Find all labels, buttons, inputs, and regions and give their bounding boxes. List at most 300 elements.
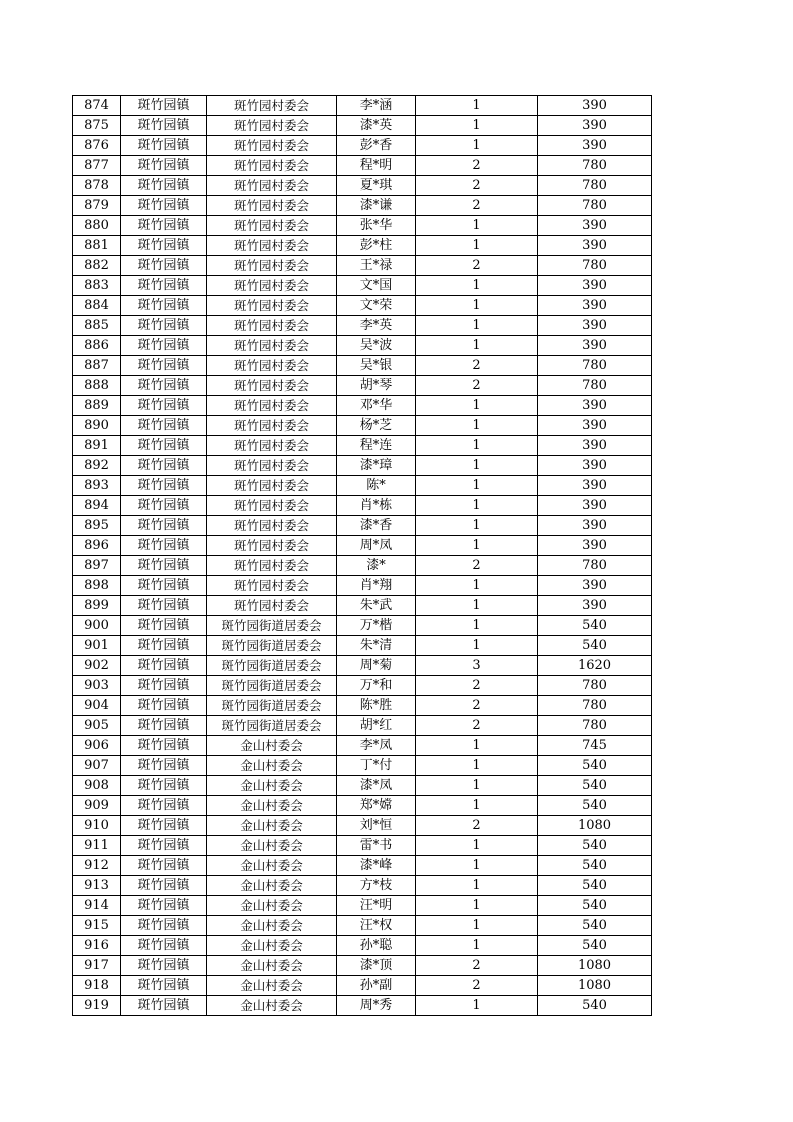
name-cell: 雷*书	[337, 836, 416, 856]
table-row	[73, 276, 652, 296]
amount-cell: 390	[538, 496, 652, 516]
row-number-cell: 912	[73, 856, 121, 876]
committee-cell: 金山村委会	[207, 936, 337, 956]
amount-cell: 390	[538, 416, 652, 436]
row-number-cell: 893	[73, 476, 121, 496]
amount-cell: 390	[538, 436, 652, 456]
committee-cell: 斑竹园街道居委会	[207, 716, 337, 736]
name-cell: 周*秀	[337, 996, 416, 1016]
amount-cell: 780	[538, 716, 652, 736]
committee-cell: 金山村委会	[207, 776, 337, 796]
table-row	[73, 196, 652, 216]
committee-cell: 金山村委会	[207, 956, 337, 976]
table-row	[73, 136, 652, 156]
amount-cell: 390	[538, 396, 652, 416]
household-count-cell: 1	[416, 436, 538, 456]
row-number-cell: 913	[73, 876, 121, 896]
committee-cell: 金山村委会	[207, 996, 337, 1016]
row-number-cell: 880	[73, 216, 121, 236]
committee-cell: 金山村委会	[207, 816, 337, 836]
name-cell: 漆*	[337, 556, 416, 576]
table-row	[73, 456, 652, 476]
committee-cell: 斑竹园村委会	[207, 116, 337, 136]
household-count-cell: 1	[416, 936, 538, 956]
household-count-cell: 1	[416, 96, 538, 116]
committee-cell: 斑竹园村委会	[207, 356, 337, 376]
town-cell: 斑竹园镇	[121, 816, 207, 836]
amount-cell: 780	[538, 376, 652, 396]
row-number-cell: 877	[73, 156, 121, 176]
name-cell: 王*禄	[337, 256, 416, 276]
table-row	[73, 236, 652, 256]
name-cell: 朱*武	[337, 596, 416, 616]
household-count-cell: 1	[416, 756, 538, 776]
name-cell: 丁*付	[337, 756, 416, 776]
table-row	[73, 296, 652, 316]
town-cell: 斑竹园镇	[121, 836, 207, 856]
amount-cell: 540	[538, 996, 652, 1016]
town-cell: 斑竹园镇	[121, 956, 207, 976]
row-number-cell: 881	[73, 236, 121, 256]
amount-cell: 540	[538, 916, 652, 936]
amount-cell: 390	[538, 536, 652, 556]
table-row	[73, 836, 652, 856]
name-cell: 漆*峰	[337, 856, 416, 876]
name-cell: 吴*银	[337, 356, 416, 376]
household-count-cell: 1	[416, 616, 538, 636]
household-count-cell: 1	[416, 636, 538, 656]
row-number-cell: 911	[73, 836, 121, 856]
name-cell: 周*菊	[337, 656, 416, 676]
committee-cell: 斑竹园村委会	[207, 536, 337, 556]
row-number-cell: 910	[73, 816, 121, 836]
row-number-cell: 904	[73, 696, 121, 716]
table-row	[73, 696, 652, 716]
name-cell: 漆*香	[337, 516, 416, 536]
row-number-cell: 878	[73, 176, 121, 196]
table-row	[73, 256, 652, 276]
table-row	[73, 856, 652, 876]
town-cell: 斑竹园镇	[121, 936, 207, 956]
name-cell: 彭*柱	[337, 236, 416, 256]
town-cell: 斑竹园镇	[121, 656, 207, 676]
town-cell: 斑竹园镇	[121, 556, 207, 576]
household-count-cell: 1	[416, 736, 538, 756]
name-cell: 孙*聪	[337, 936, 416, 956]
amount-cell: 390	[538, 116, 652, 136]
town-cell: 斑竹园镇	[121, 636, 207, 656]
household-count-cell: 2	[416, 556, 538, 576]
household-count-cell: 2	[416, 976, 538, 996]
name-cell: 汪*明	[337, 896, 416, 916]
household-count-cell: 2	[416, 156, 538, 176]
committee-cell: 金山村委会	[207, 856, 337, 876]
table-row	[73, 656, 652, 676]
household-count-cell: 3	[416, 656, 538, 676]
household-count-cell: 1	[416, 276, 538, 296]
table-row	[73, 516, 652, 536]
name-cell: 朱*清	[337, 636, 416, 656]
committee-cell: 斑竹园村委会	[207, 236, 337, 256]
row-number-cell: 917	[73, 956, 121, 976]
row-number-cell: 887	[73, 356, 121, 376]
committee-cell: 斑竹园村委会	[207, 456, 337, 476]
household-count-cell: 2	[416, 696, 538, 716]
amount-cell: 540	[538, 796, 652, 816]
row-number-cell: 898	[73, 576, 121, 596]
household-count-cell: 1	[416, 296, 538, 316]
table-row	[73, 976, 652, 996]
household-count-cell: 1	[416, 896, 538, 916]
name-cell: 周*凤	[337, 536, 416, 556]
table-row	[73, 436, 652, 456]
table-row	[73, 216, 652, 236]
amount-cell: 390	[538, 516, 652, 536]
row-number-cell: 896	[73, 536, 121, 556]
row-number-cell: 886	[73, 336, 121, 356]
table-row	[73, 356, 652, 376]
row-number-cell: 907	[73, 756, 121, 776]
amount-cell: 390	[538, 476, 652, 496]
committee-cell: 斑竹园村委会	[207, 396, 337, 416]
row-number-cell: 909	[73, 796, 121, 816]
name-cell: 彭*香	[337, 136, 416, 156]
table-row	[73, 796, 652, 816]
table-row	[73, 776, 652, 796]
town-cell: 斑竹园镇	[121, 156, 207, 176]
town-cell: 斑竹园镇	[121, 736, 207, 756]
amount-cell: 390	[538, 136, 652, 156]
town-cell: 斑竹园镇	[121, 116, 207, 136]
amount-cell: 390	[538, 456, 652, 476]
town-cell: 斑竹园镇	[121, 456, 207, 476]
amount-cell: 390	[538, 336, 652, 356]
name-cell: 夏*琪	[337, 176, 416, 196]
amount-cell: 540	[538, 836, 652, 856]
amount-cell: 390	[538, 276, 652, 296]
amount-cell: 390	[538, 236, 652, 256]
household-count-cell: 2	[416, 356, 538, 376]
amount-cell: 540	[538, 636, 652, 656]
table-row	[73, 716, 652, 736]
table-row	[73, 996, 652, 1016]
town-cell: 斑竹园镇	[121, 876, 207, 896]
amount-cell: 780	[538, 156, 652, 176]
committee-cell: 斑竹园街道居委会	[207, 636, 337, 656]
row-number-cell: 903	[73, 676, 121, 696]
household-count-cell: 1	[416, 876, 538, 896]
town-cell: 斑竹园镇	[121, 236, 207, 256]
household-count-cell: 1	[416, 856, 538, 876]
table-row	[73, 636, 652, 656]
name-cell: 文*荣	[337, 296, 416, 316]
town-cell: 斑竹园镇	[121, 856, 207, 876]
row-number-cell: 901	[73, 636, 121, 656]
town-cell: 斑竹园镇	[121, 176, 207, 196]
table-row	[73, 476, 652, 496]
committee-cell: 金山村委会	[207, 916, 337, 936]
committee-cell: 金山村委会	[207, 796, 337, 816]
town-cell: 斑竹园镇	[121, 776, 207, 796]
name-cell: 李*英	[337, 316, 416, 336]
committee-cell: 斑竹园村委会	[207, 136, 337, 156]
roster-table-body	[73, 96, 652, 1016]
household-count-cell: 2	[416, 376, 538, 396]
amount-cell: 780	[538, 356, 652, 376]
table-row	[73, 576, 652, 596]
roster-table	[72, 95, 652, 1016]
name-cell: 漆*顶	[337, 956, 416, 976]
amount-cell: 1620	[538, 656, 652, 676]
committee-cell: 斑竹园村委会	[207, 516, 337, 536]
row-number-cell: 894	[73, 496, 121, 516]
name-cell: 陈*胜	[337, 696, 416, 716]
amount-cell: 780	[538, 256, 652, 276]
row-number-cell: 902	[73, 656, 121, 676]
amount-cell: 390	[538, 296, 652, 316]
table-row	[73, 816, 652, 836]
name-cell: 孙*副	[337, 976, 416, 996]
row-number-cell: 884	[73, 296, 121, 316]
table-row	[73, 936, 652, 956]
amount-cell: 1080	[538, 816, 652, 836]
row-number-cell: 875	[73, 116, 121, 136]
table-row	[73, 316, 652, 336]
household-count-cell: 1	[416, 236, 538, 256]
amount-cell: 1080	[538, 956, 652, 976]
amount-cell: 780	[538, 696, 652, 716]
committee-cell: 斑竹园村委会	[207, 216, 337, 236]
town-cell: 斑竹园镇	[121, 676, 207, 696]
table-row	[73, 536, 652, 556]
household-count-cell: 2	[416, 196, 538, 216]
name-cell: 漆*璋	[337, 456, 416, 476]
household-count-cell: 2	[416, 956, 538, 976]
table-row	[73, 396, 652, 416]
committee-cell: 斑竹园村委会	[207, 556, 337, 576]
name-cell: 郑*嫦	[337, 796, 416, 816]
household-count-cell: 2	[416, 716, 538, 736]
table-row	[73, 496, 652, 516]
household-count-cell: 1	[416, 836, 538, 856]
town-cell: 斑竹园镇	[121, 436, 207, 456]
row-number-cell: 888	[73, 376, 121, 396]
committee-cell: 斑竹园村委会	[207, 416, 337, 436]
town-cell: 斑竹园镇	[121, 256, 207, 276]
town-cell: 斑竹园镇	[121, 756, 207, 776]
row-number-cell: 897	[73, 556, 121, 576]
table-row	[73, 376, 652, 396]
town-cell: 斑竹园镇	[121, 356, 207, 376]
row-number-cell: 905	[73, 716, 121, 736]
name-cell: 胡*琴	[337, 376, 416, 396]
committee-cell: 斑竹园村委会	[207, 316, 337, 336]
name-cell: 文*国	[337, 276, 416, 296]
amount-cell: 540	[538, 856, 652, 876]
name-cell: 万*楷	[337, 616, 416, 636]
household-count-cell: 1	[416, 916, 538, 936]
amount-cell: 780	[538, 176, 652, 196]
row-number-cell: 918	[73, 976, 121, 996]
row-number-cell: 874	[73, 96, 121, 116]
town-cell: 斑竹园镇	[121, 476, 207, 496]
town-cell: 斑竹园镇	[121, 396, 207, 416]
table-row	[73, 116, 652, 136]
amount-cell: 780	[538, 556, 652, 576]
household-count-cell: 1	[416, 336, 538, 356]
committee-cell: 金山村委会	[207, 836, 337, 856]
name-cell: 刘*恒	[337, 816, 416, 836]
committee-cell: 斑竹园村委会	[207, 496, 337, 516]
row-number-cell: 900	[73, 616, 121, 636]
household-count-cell: 2	[416, 816, 538, 836]
name-cell: 杨*芝	[337, 416, 416, 436]
row-number-cell: 876	[73, 136, 121, 156]
name-cell: 张*华	[337, 216, 416, 236]
amount-cell: 390	[538, 596, 652, 616]
household-count-cell: 1	[416, 796, 538, 816]
household-count-cell: 1	[416, 456, 538, 476]
name-cell: 邓*华	[337, 396, 416, 416]
town-cell: 斑竹园镇	[121, 376, 207, 396]
amount-cell: 390	[538, 576, 652, 596]
name-cell: 胡*红	[337, 716, 416, 736]
row-number-cell: 885	[73, 316, 121, 336]
town-cell: 斑竹园镇	[121, 996, 207, 1016]
household-count-cell: 1	[416, 576, 538, 596]
household-count-cell: 1	[416, 596, 538, 616]
table-row	[73, 956, 652, 976]
table-row	[73, 156, 652, 176]
amount-cell: 390	[538, 216, 652, 236]
name-cell: 李*涵	[337, 96, 416, 116]
household-count-cell: 2	[416, 676, 538, 696]
household-count-cell: 1	[416, 996, 538, 1016]
town-cell: 斑竹园镇	[121, 496, 207, 516]
row-number-cell: 890	[73, 416, 121, 436]
household-count-cell: 1	[416, 516, 538, 536]
committee-cell: 斑竹园村委会	[207, 256, 337, 276]
committee-cell: 斑竹园村委会	[207, 96, 337, 116]
town-cell: 斑竹园镇	[121, 576, 207, 596]
household-count-cell: 1	[416, 316, 538, 336]
town-cell: 斑竹园镇	[121, 516, 207, 536]
household-count-cell: 1	[416, 496, 538, 516]
town-cell: 斑竹园镇	[121, 716, 207, 736]
row-number-cell: 906	[73, 736, 121, 756]
committee-cell: 斑竹园街道居委会	[207, 656, 337, 676]
town-cell: 斑竹园镇	[121, 216, 207, 236]
table-row	[73, 96, 652, 116]
household-count-cell: 1	[416, 416, 538, 436]
name-cell: 程*明	[337, 156, 416, 176]
table-row	[73, 596, 652, 616]
name-cell: 汪*权	[337, 916, 416, 936]
town-cell: 斑竹园镇	[121, 276, 207, 296]
committee-cell: 斑竹园村委会	[207, 596, 337, 616]
row-number-cell: 889	[73, 396, 121, 416]
household-count-cell: 1	[416, 116, 538, 136]
household-count-cell: 1	[416, 476, 538, 496]
amount-cell: 745	[538, 736, 652, 756]
row-number-cell: 916	[73, 936, 121, 956]
committee-cell: 金山村委会	[207, 896, 337, 916]
row-number-cell: 892	[73, 456, 121, 476]
town-cell: 斑竹园镇	[121, 916, 207, 936]
amount-cell: 540	[538, 936, 652, 956]
town-cell: 斑竹园镇	[121, 616, 207, 636]
town-cell: 斑竹园镇	[121, 796, 207, 816]
committee-cell: 斑竹园村委会	[207, 576, 337, 596]
row-number-cell: 879	[73, 196, 121, 216]
town-cell: 斑竹园镇	[121, 136, 207, 156]
committee-cell: 斑竹园村委会	[207, 156, 337, 176]
name-cell: 漆*凤	[337, 776, 416, 796]
household-count-cell: 1	[416, 216, 538, 236]
household-count-cell: 2	[416, 176, 538, 196]
table-row	[73, 676, 652, 696]
town-cell: 斑竹园镇	[121, 896, 207, 916]
row-number-cell: 908	[73, 776, 121, 796]
committee-cell: 金山村委会	[207, 756, 337, 776]
amount-cell: 1080	[538, 976, 652, 996]
table-row	[73, 176, 652, 196]
committee-cell: 斑竹园村委会	[207, 376, 337, 396]
household-count-cell: 1	[416, 776, 538, 796]
town-cell: 斑竹园镇	[121, 196, 207, 216]
town-cell: 斑竹园镇	[121, 316, 207, 336]
amount-cell: 390	[538, 316, 652, 336]
town-cell: 斑竹园镇	[121, 696, 207, 716]
committee-cell: 金山村委会	[207, 876, 337, 896]
row-number-cell: 914	[73, 896, 121, 916]
table-row	[73, 556, 652, 576]
committee-cell: 斑竹园村委会	[207, 296, 337, 316]
committee-cell: 斑竹园村委会	[207, 336, 337, 356]
table-row	[73, 736, 652, 756]
row-number-cell: 919	[73, 996, 121, 1016]
table-row	[73, 616, 652, 636]
committee-cell: 斑竹园村委会	[207, 276, 337, 296]
name-cell: 漆*谦	[337, 196, 416, 216]
amount-cell: 540	[538, 876, 652, 896]
town-cell: 斑竹园镇	[121, 416, 207, 436]
name-cell: 吴*波	[337, 336, 416, 356]
town-cell: 斑竹园镇	[121, 536, 207, 556]
committee-cell: 斑竹园街道居委会	[207, 696, 337, 716]
table-row	[73, 756, 652, 776]
row-number-cell: 891	[73, 436, 121, 456]
town-cell: 斑竹园镇	[121, 296, 207, 316]
household-count-cell: 2	[416, 256, 538, 276]
town-cell: 斑竹园镇	[121, 976, 207, 996]
amount-cell: 390	[538, 96, 652, 116]
table-row	[73, 916, 652, 936]
committee-cell: 金山村委会	[207, 976, 337, 996]
committee-cell: 斑竹园街道居委会	[207, 676, 337, 696]
row-number-cell: 882	[73, 256, 121, 276]
amount-cell: 540	[538, 616, 652, 636]
table-row	[73, 876, 652, 896]
household-count-cell: 1	[416, 396, 538, 416]
amount-cell: 540	[538, 776, 652, 796]
table-row	[73, 416, 652, 436]
committee-cell: 斑竹园村委会	[207, 436, 337, 456]
amount-cell: 780	[538, 196, 652, 216]
name-cell: 肖*翔	[337, 576, 416, 596]
name-cell: 程*连	[337, 436, 416, 456]
name-cell: 李*凤	[337, 736, 416, 756]
